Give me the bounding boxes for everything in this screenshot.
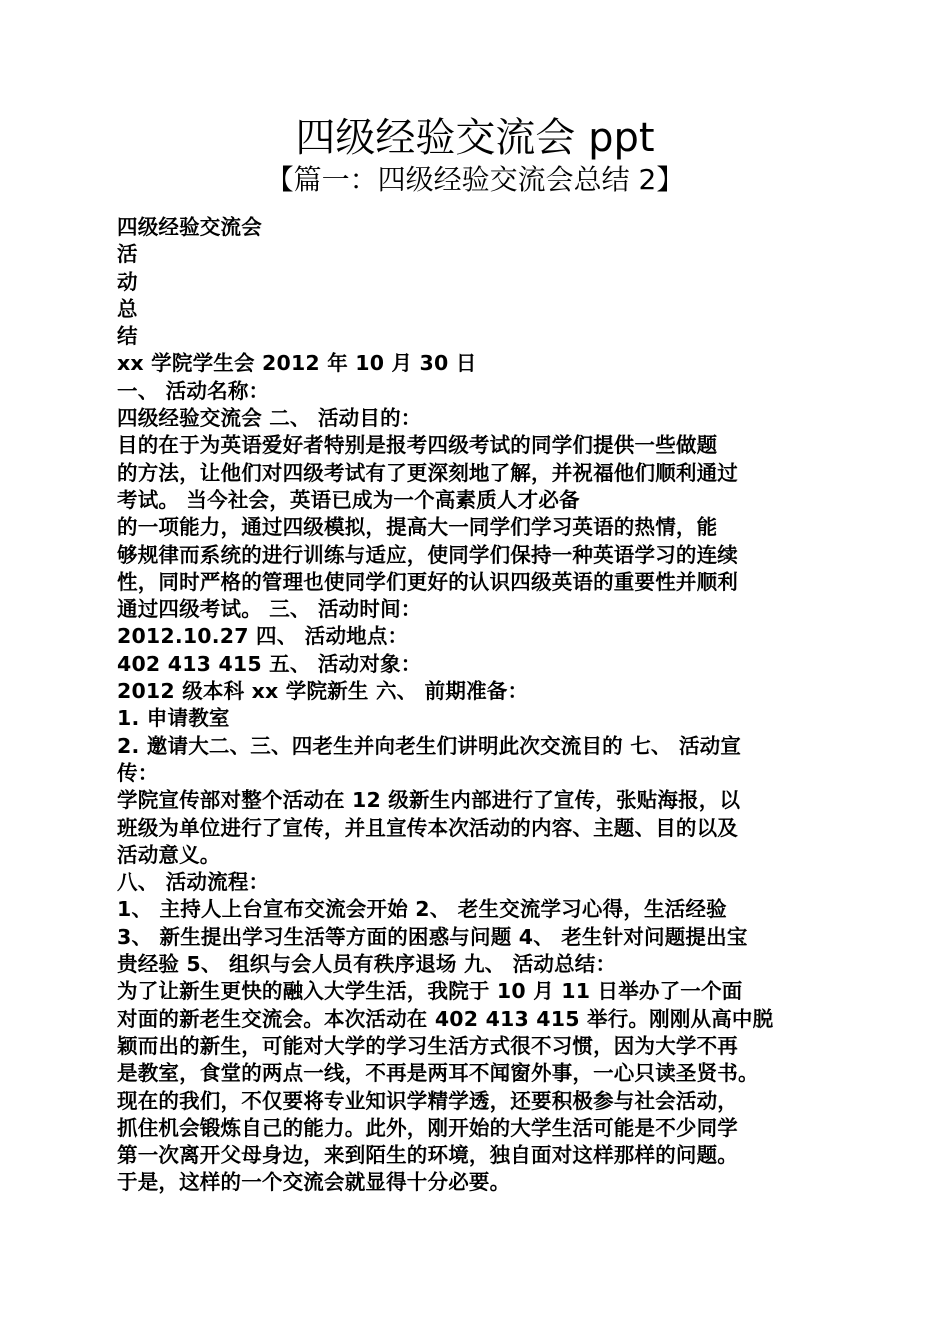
text-line: 一、 活动名称： bbox=[117, 378, 270, 403]
text-line: 第一次离开父母身边，来到陌生的环境，独自面对这样那样的问题。 bbox=[117, 1143, 738, 1168]
text-line: 的方法，让他们对四级考试有了更深刻地了解，并祝福他们顺利通过 bbox=[117, 460, 738, 485]
text-line: 2012.10.27 四、 活动地点： bbox=[117, 624, 409, 649]
text-line: 于是，这样的一个交流会就显得十分必要。 bbox=[117, 1170, 511, 1195]
text-line: 3、 新生提出学习生活等方面的困惑与问题 4、 老生针对问题提出宝 bbox=[117, 924, 748, 949]
document-subtitle: 【篇一：四级经验交流会总结 2】 bbox=[265, 163, 685, 196]
text-line: 学院宣传部对整个活动在 12 级新生内部进行了宣传，张贴海报，以 bbox=[117, 788, 741, 813]
text-line: 抓住机会锻炼自己的能力。此外，刚开始的大学生活可能是不少同学 bbox=[117, 1115, 738, 1140]
text-line: 现在的我们，不仅要将专业知识学精学透，还要积极参与社会活动， bbox=[117, 1088, 738, 1113]
text-line: 八、 活动流程： bbox=[117, 870, 270, 895]
text-line: 考试。 当今社会，英语已成为一个高素质人才必备 bbox=[117, 487, 580, 512]
text-line: 活 bbox=[117, 242, 138, 267]
text-line: 活动意义。 bbox=[117, 842, 221, 867]
text-line: 动 bbox=[117, 269, 138, 294]
text-line: 总 bbox=[117, 296, 138, 321]
text-line: xx 学院学生会 2012 年 10 月 30 日 bbox=[117, 351, 477, 376]
text-line: 四级经验交流会 二、 活动目的： bbox=[117, 406, 422, 431]
text-line: 班级为单位进行了宣传，并且宣传本次活动的内容、主题、目的以及 bbox=[117, 815, 738, 840]
text-line: 通过四级考试。 三、 活动时间： bbox=[117, 597, 422, 622]
text-line: 2012 级本科 xx 学院新生 六、 前期准备： bbox=[117, 679, 529, 704]
text-line: 是教室，食堂的两点一线，不再是两耳不闻窗外事，一心只读圣贤书。 bbox=[117, 1061, 759, 1086]
document-body bbox=[117, 214, 852, 1197]
text-line: 为了让新生更快的融入大学生活，我院于 10 月 11 日举办了一个面 bbox=[117, 979, 743, 1004]
text-line: 传： bbox=[117, 760, 159, 785]
text-line: 结 bbox=[117, 324, 138, 349]
text-line: 四级经验交流会 bbox=[117, 215, 262, 239]
document-title: 四级经验交流会 ppt bbox=[295, 115, 655, 161]
text-line: 1、 主持人上台宣布交流会开始 2、 老生交流学习心得，生活经验 bbox=[117, 897, 727, 922]
text-line: 性，同时严格的管理也使同学们更好的认识四级英语的重要性并顺利 bbox=[117, 569, 738, 594]
text-line: 目的在于为英语爱好者特别是报考四级考试的同学们提供一些做题 bbox=[117, 433, 718, 458]
text-line: 对面的新老生交流会。本次活动在 402 413 415 举行。刚刚从高中脱 bbox=[117, 1006, 774, 1031]
text-line: 402 413 415 五、 活动对象： bbox=[117, 651, 422, 676]
text-line: 的一项能力，通过四级模拟，提高大一同学们学习英语的热情，能 bbox=[117, 515, 718, 540]
text-line: 够规律而系统的进行训练与适应，使同学们保持一种英语学习的连续 bbox=[117, 542, 738, 567]
text-line: 1. 申请教室 bbox=[117, 706, 230, 731]
text-line: 颖而出的新生，可能对大学的学习生活方式很不习惯，因为大学不再 bbox=[117, 1033, 738, 1058]
text-line: 贵经验 5、 组织与会人员有秩序退场 九、 活动总结： bbox=[117, 952, 617, 977]
text-line: 2. 邀请大二、三、四老生并向老生们讲明此次交流目的 七、 活动宣 bbox=[117, 733, 742, 758]
